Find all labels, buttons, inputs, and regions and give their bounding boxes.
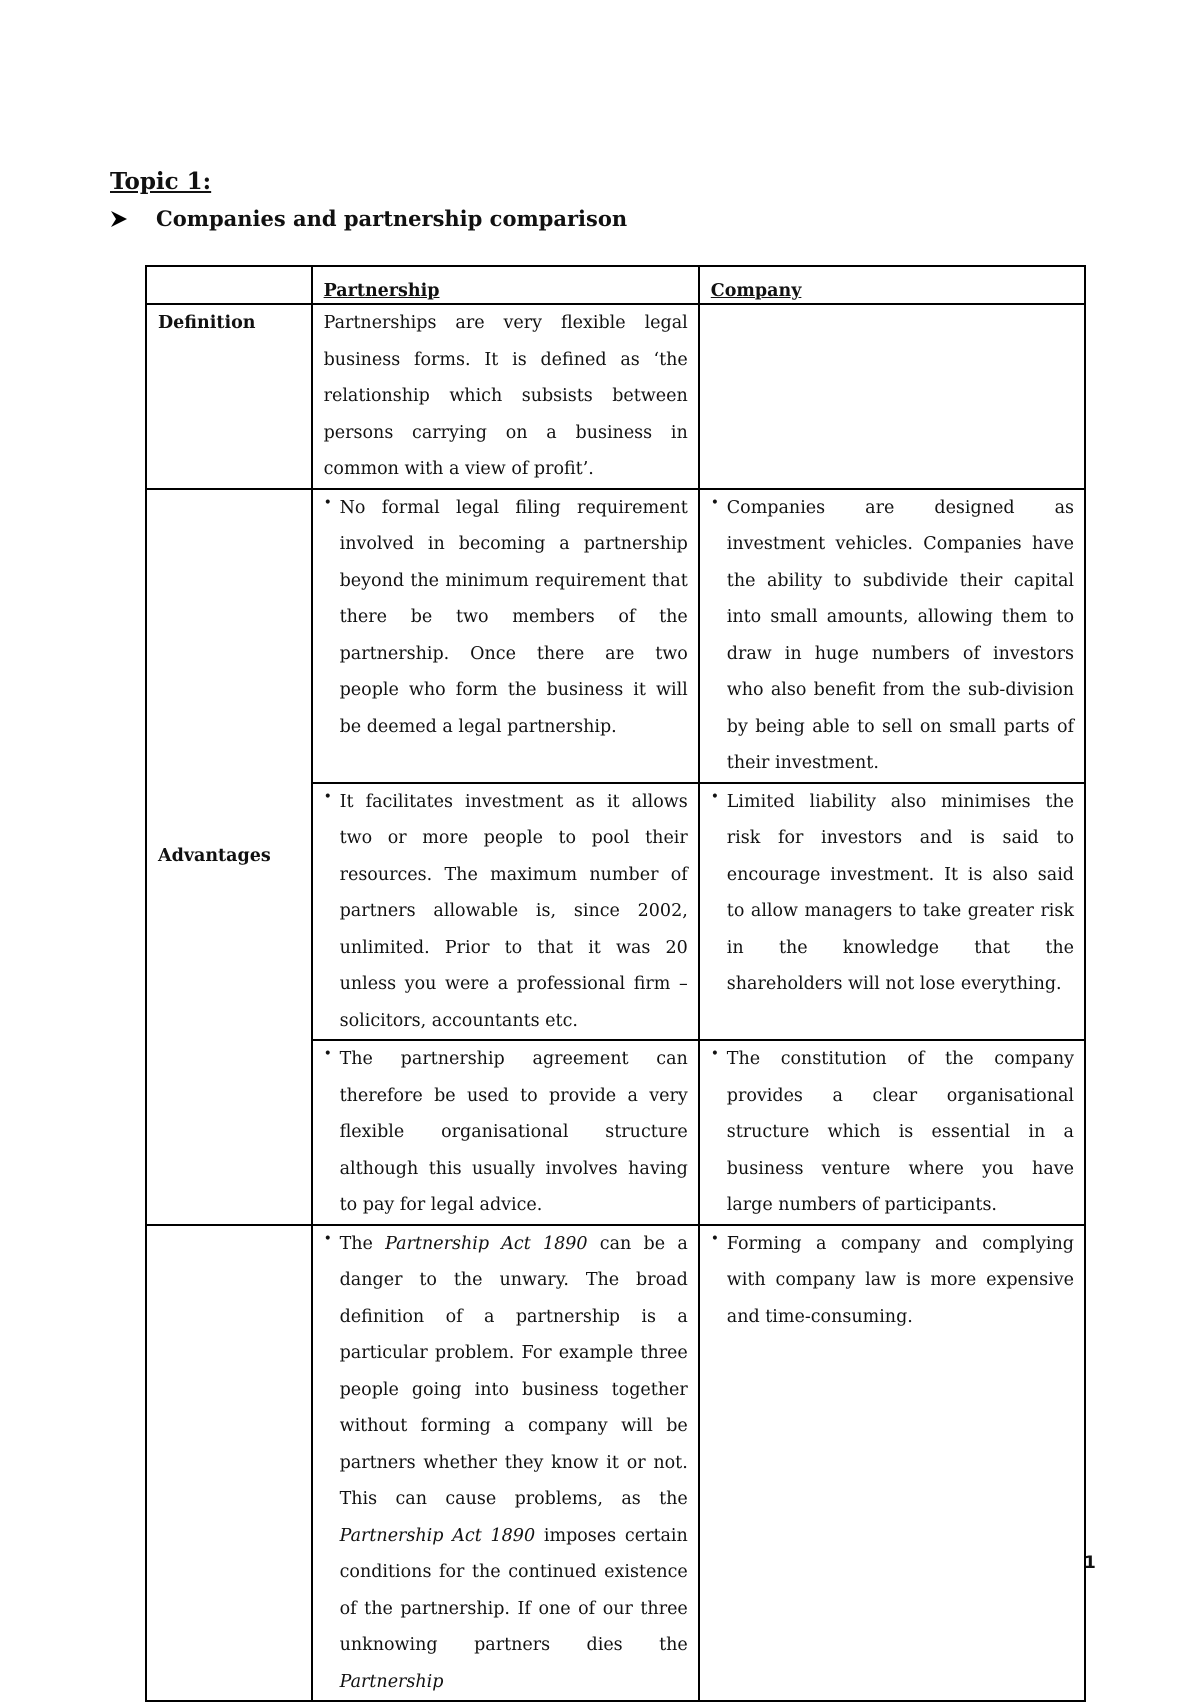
advantage-3-partnership-text: • The partnership agreement can therefore be used to provide a very flexible organisational structure although this usually involves having to pay for legal advice. [324, 1041, 688, 1224]
header-company-label: Company [710, 281, 802, 301]
advantage-1-company-cell [699, 489, 1085, 783]
statute-citation: Partnership [339, 1671, 444, 1692]
disadvantage-company-text: • Forming a company and complying with company law is more expensive and time-consuming. [711, 1226, 1074, 1336]
table-row-disadvantages [146, 1225, 1085, 1702]
section-heading-text: Companies and partnership comparison [156, 206, 628, 231]
disadvantage-partnership-text [324, 1226, 688, 1701]
text-run: can be a danger to the unwary. The broad definition of a partnership is a particular problem. For example three people going into business together without forming a company will be partners whether they know it or not. This can cause problems, as the [339, 1233, 688, 1509]
advantage-3-company-cell [699, 1040, 1085, 1225]
disadvantage-partnership-cell [312, 1225, 699, 1702]
advantage-1-partnership-cell [312, 489, 699, 783]
table-row-definition [146, 304, 1085, 489]
advantage-2-company-text: • Limited liability also minimises the risk for investors and is said to encourage investment. It is also said to allow managers to take greater risk in the knowledge that the shareholders will not lose everything. [711, 784, 1074, 1003]
advantage-2-partnership-cell [312, 783, 699, 1041]
table-header-row [146, 266, 1085, 304]
row-label-disadvantages [146, 1225, 312, 1702]
row-label-advantages: Advantages [146, 489, 312, 1225]
advantage-1-company-text: • Companies are designed as investment vehicles. Companies have the ability to subdivide their capital into small amounts, allowing them to draw in huge numbers of investors who also benefit from the sub-division by being able to sell on small parts of their investment. [711, 490, 1074, 782]
header-cell-empty [146, 266, 312, 304]
header-partnership-label: Partnership [323, 281, 440, 301]
header-cell-company [699, 266, 1085, 304]
text-run: The [339, 1233, 386, 1254]
arrowhead-bullet-icon [110, 210, 128, 228]
advantage-3-partnership-cell [312, 1040, 699, 1225]
disadvantage-company-cell [699, 1225, 1085, 1702]
advantage-2-company-cell [699, 783, 1085, 1041]
text-run: imposes certain conditions for the continued existence of the partnership. If one of our three unknowing partners dies the [339, 1525, 688, 1655]
advantage-3-company-text: • The constitution of the company provides a clear organisational structure which is essential in a business venture where you have large numbers of participants. [711, 1041, 1074, 1224]
definition-company-cell [699, 304, 1085, 489]
row-label-definition: Definition [146, 304, 312, 489]
topic-title: Topic 1: [110, 168, 212, 195]
header-cell-partnership [312, 266, 699, 304]
section-heading [110, 206, 627, 231]
page-number: 1 [1084, 1553, 1096, 1573]
advantage-1-partnership-text: • No formal legal filing requirement involved in becoming a partnership beyond the minimum requirement that there be two members of the partnership. Once there are two people who form the business it will be deemed a legal partnership. [324, 490, 688, 746]
definition-partnership-text: Partnerships are very flexible legal business forms. It is defined as ‘the relationship which subsists between persons carrying on a business in common with a view of profit’. [323, 313, 688, 479]
statute-citation: Partnership Act 1890 [339, 1525, 536, 1546]
statute-citation: Partnership Act 1890 [385, 1233, 588, 1254]
definition-partnership-cell [312, 304, 699, 489]
table-row-advantage-1 [146, 489, 1085, 783]
advantage-2-partnership-text: • It facilitates investment as it allows two or more people to pool their resources. The maximum number of partners allowable is, since 2002, unlimited. Prior to that it was 20 unless you were a professional firm – solicitors, accountants etc. [324, 784, 688, 1040]
comparison-table [145, 265, 1086, 1702]
